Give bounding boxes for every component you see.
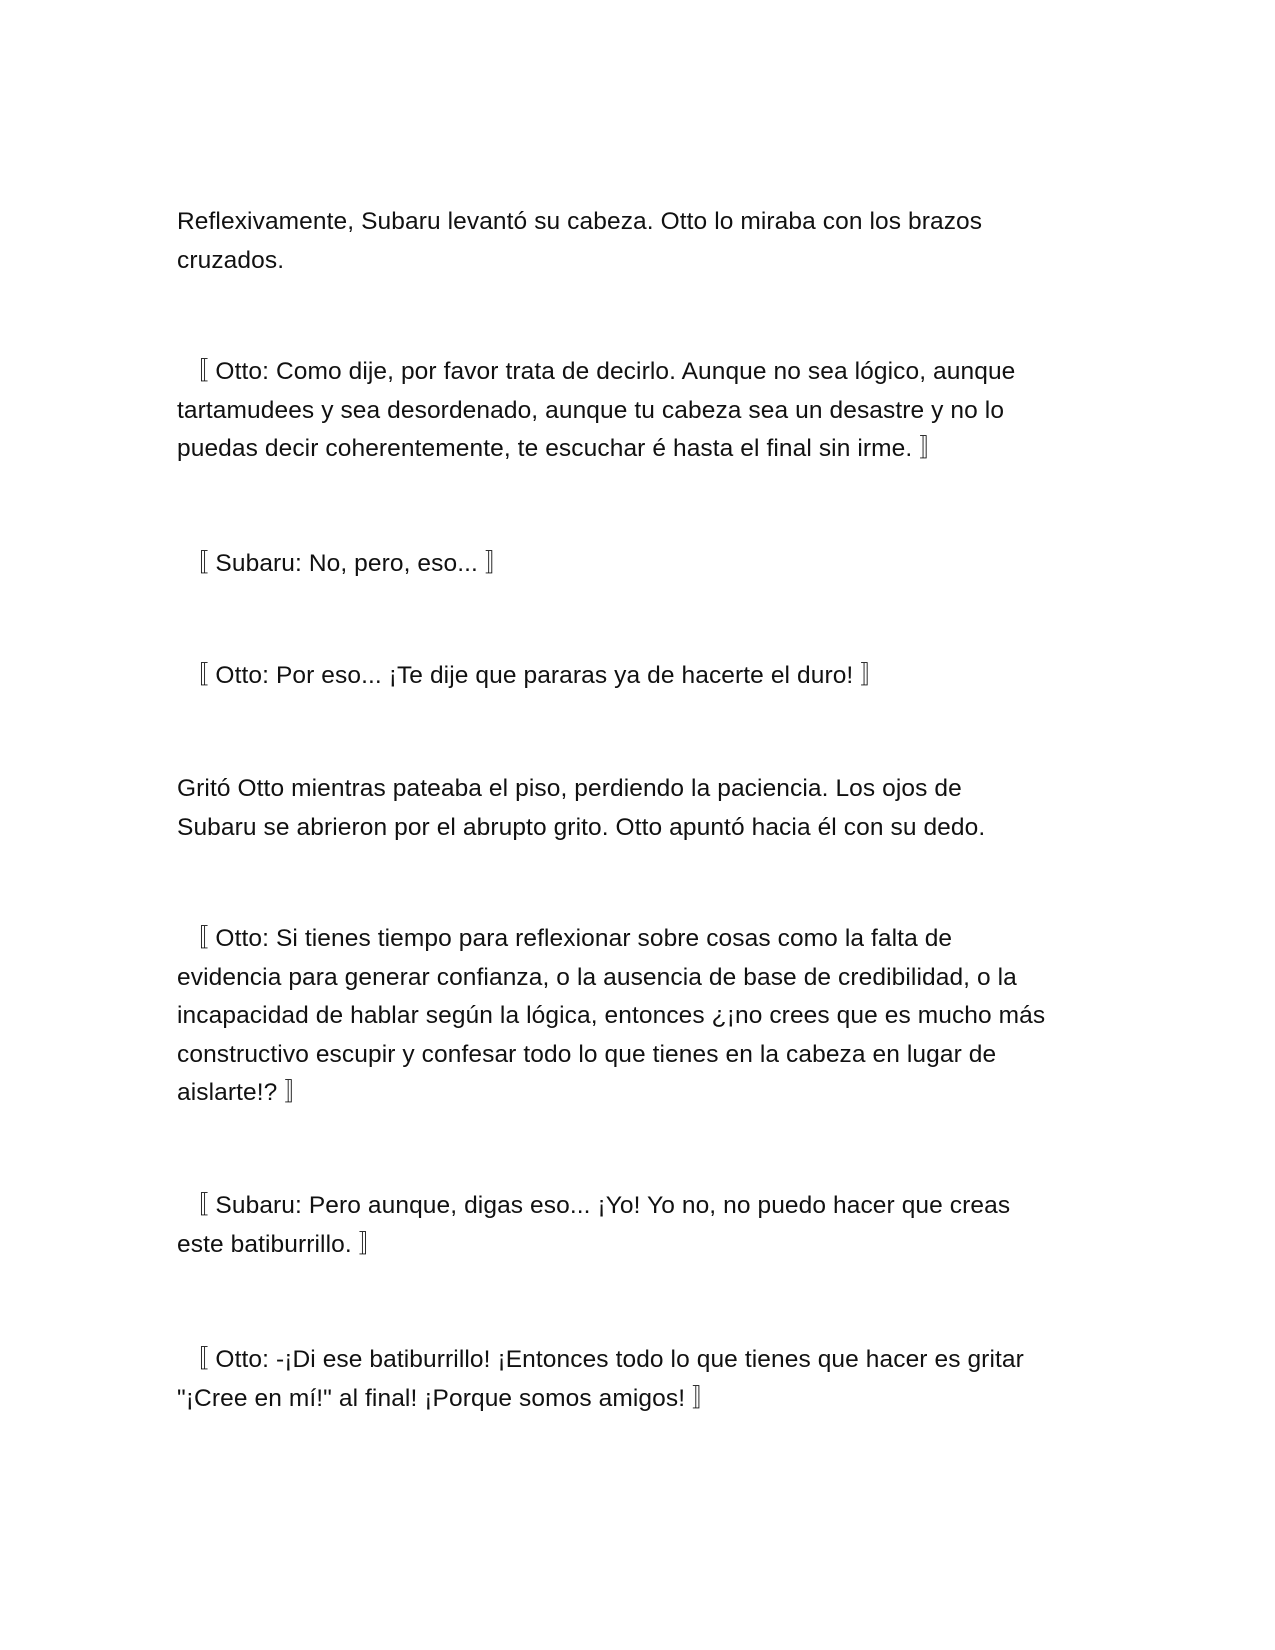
dialogue-subaru: 〚 Subaru: Pero aunque, digas eso... ¡Yo! Yo no, no puedo hacer que creas este batiburrillo. 〛 [177, 1192, 1011, 1258]
dialogue-subaru: 〚 Subaru: No, pero, eso... 〛 [177, 550, 510, 577]
narration-paragraph: Gritó Otto mientras pateaba el piso, perdiendo la paciencia. Los ojos de Subaru se abrieron por el abrupto grito. Otto apuntó hacia él con su dedo. [177, 775, 986, 841]
dialogue-otto: 〚 Otto: Como dije, por favor trata de decirlo. Aunque no sea lógico, aunque tartamudees y sea desordenado, aunque tu cabeza sea un desastre y no lo puedas decir coherentemente, te escuchar é hasta el final sin irme. 〛 [177, 358, 1016, 462]
dialogue-otto: 〚 Otto: Por eso... ¡Te dije que pararas ya de hacerte el duro! 〛 [177, 662, 885, 689]
narration-paragraph: Reflexivamente, Subaru levantó su cabeza. Otto lo miraba con los brazos cruzados. [177, 208, 983, 274]
dialogue-otto: 〚 Otto: Si tienes tiempo para reflexionar sobre cosas como la falta de evidencia para generar confianza, o la ausencia de base de credibilidad, o la incapacidad de hablar según la lógica, entonces ¿¡no crees que es mucho más constructivo escupir y confesar todo lo que tienes en la cabeza en lugar de aislarte!? 〛 [177, 925, 1046, 1106]
dialogue-otto: 〚 Otto: -¡Di ese batiburrillo! ¡Entonces todo lo que tienes que hacer es gritar "¡Cree en mí!" al final! ¡Porque somos amigos! 〛 [177, 1346, 1024, 1412]
